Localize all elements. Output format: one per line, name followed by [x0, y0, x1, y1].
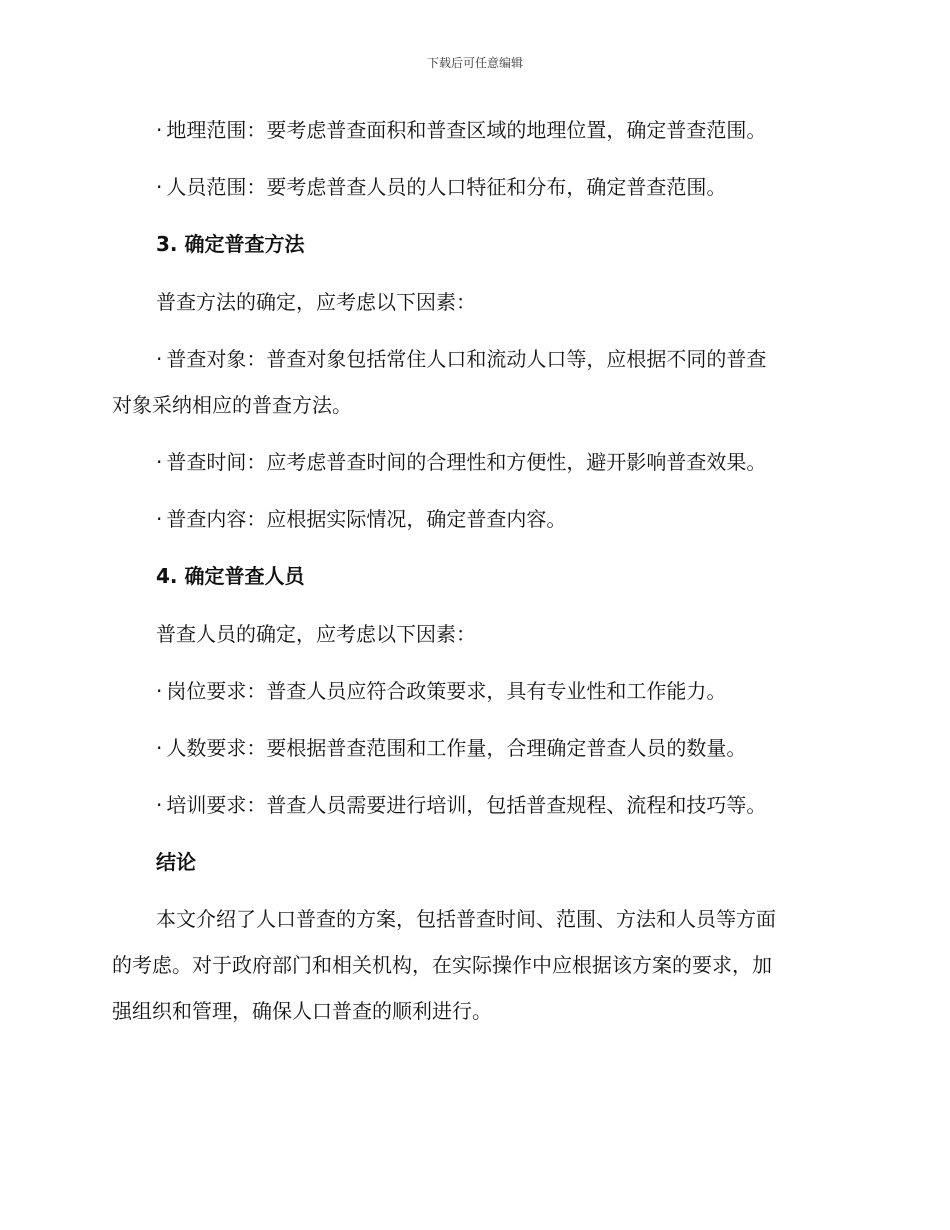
paragraph-personnel-intro: 普查人员的确定，应考虑以下因素：	[156, 622, 476, 646]
bullet-census-time	[156, 449, 766, 475]
bullet-text: 普查时间：应考虑普查时间的合理性和方便性，避开影响普查效果。	[166, 450, 767, 474]
bullet-mark: ·	[156, 793, 163, 817]
bullet-text: 人员范围：要考虑普查人员的人口特征和分布，确定普查范围。	[166, 175, 727, 199]
bullet-text: 普查对象：普查对象包括常住人口和流动人口等，应根据不同的普查	[166, 347, 767, 371]
bullet-mark: ·	[156, 679, 163, 703]
bullet-text: 培训要求：普查人员需要进行培训，包括普查规程、流程和技巧等。	[166, 793, 767, 817]
bullet-mark: ·	[156, 175, 163, 199]
bullet-text: 岗位要求：普查人员应符合政策要求，具有专业性和工作能力。	[166, 679, 727, 703]
section-heading-3: 3. 确定普查方法	[156, 232, 305, 256]
bullet-census-object-cont: 对象采纳相应的普查方法。	[112, 393, 352, 417]
conclusion-heading: 结论	[156, 850, 196, 874]
bullet-post-requirement	[156, 678, 726, 704]
header-note: 下载后可任意编辑	[426, 56, 523, 70]
paragraph-method-intro: 普查方法的确定，应考虑以下因素：	[156, 290, 476, 314]
conclusion-paragraph-line2: 的考虑。对于政府部门和相关机构，在实际操作中应根据该方案的要求，加	[112, 953, 772, 977]
bullet-mark: ·	[156, 347, 163, 371]
conclusion-paragraph-line1: 本文介绍了人口普查的方案，包括普查时间、范围、方法和人员等方面	[156, 907, 776, 931]
bullet-mark: ·	[156, 507, 163, 531]
bullet-training-requirement	[156, 792, 766, 818]
bullet-text: 地理范围：要考虑普查面积和普查区域的地理位置，确定普查范围。	[166, 118, 767, 142]
bullet-census-object	[156, 346, 766, 372]
bullet-mark: ·	[156, 118, 163, 142]
bullet-mark: ·	[156, 450, 163, 474]
bullet-mark: ·	[156, 736, 163, 760]
bullet-text: 普查内容：应根据实际情况，确定普查内容。	[166, 507, 567, 531]
conclusion-paragraph-line3: 强组织和管理，确保人口普查的顺利进行。	[112, 999, 492, 1023]
bullet-headcount-requirement	[156, 735, 746, 761]
bullet-personnel-scope	[156, 174, 726, 200]
bullet-census-content	[156, 506, 566, 532]
section-heading-4: 4. 确定普查人员	[156, 564, 305, 588]
bullet-text: 人数要求：要根据普查范围和工作量，合理确定普查人员的数量。	[166, 736, 747, 760]
bullet-geo-scope	[156, 117, 766, 143]
